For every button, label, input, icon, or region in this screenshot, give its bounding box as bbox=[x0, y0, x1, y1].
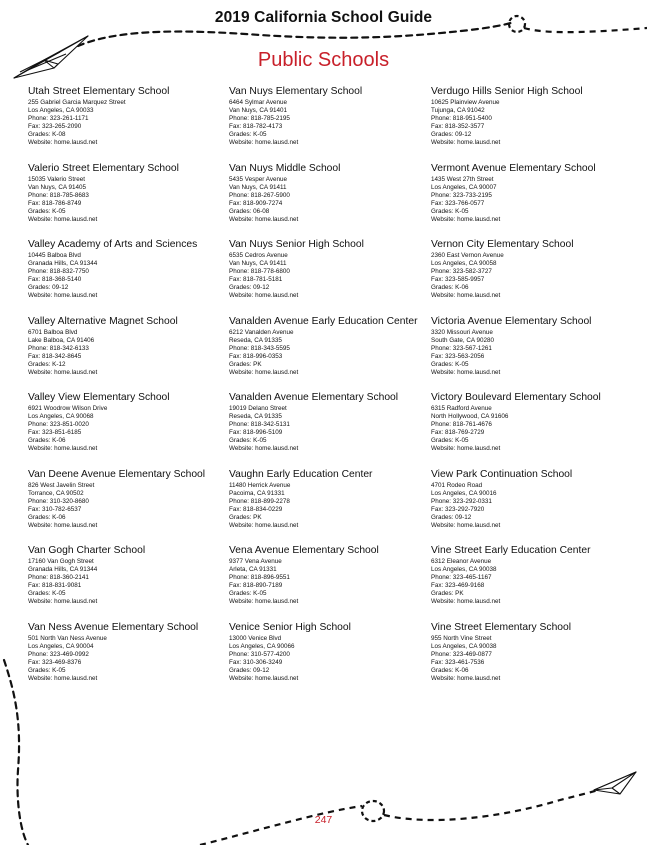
school-phone: Phone: 818-832-7750 bbox=[28, 268, 89, 276]
school-phone: Phone: 818-267-5900 bbox=[229, 191, 290, 199]
school-city: Tujunga, CA 91042 bbox=[431, 107, 485, 115]
school-website: Website: home.lausd.net bbox=[28, 215, 98, 223]
school-name: Van Deene Avenue Elementary School bbox=[28, 468, 206, 480]
school-city: Los Angeles, CA 90058 bbox=[431, 260, 497, 268]
school-fax: Fax: 323-585-9957 bbox=[431, 276, 485, 284]
school-name: View Park Continuation School bbox=[431, 468, 573, 480]
school-address: 955 North Vine Street bbox=[431, 634, 492, 642]
school-entry bbox=[431, 392, 631, 469]
school-city: Lake Balboa, CA 91406 bbox=[28, 336, 95, 344]
school-website: Website: home.lausd.net bbox=[28, 292, 98, 300]
school-city: Los Angeles, CA 90066 bbox=[229, 642, 295, 650]
school-phone: Phone: 323-261-1171 bbox=[28, 115, 89, 123]
school-name: Van Nuys Middle School bbox=[229, 162, 341, 174]
school-city: Los Angeles, CA 90038 bbox=[431, 566, 497, 574]
school-phone: Phone: 818-899-2278 bbox=[229, 497, 290, 505]
school-fax: Fax: 818-831-9081 bbox=[28, 582, 82, 590]
school-website: Website: home.lausd.net bbox=[431, 445, 501, 453]
school-name: Vine Street Early Education Center bbox=[431, 545, 591, 556]
school-grades: Grades: 09-12 bbox=[229, 284, 270, 292]
school-entry bbox=[229, 86, 429, 163]
school-address: 13000 Venice Blvd bbox=[229, 634, 282, 642]
school-column bbox=[28, 86, 228, 698]
school-address: 6921 Woodrow Wilson Drive bbox=[28, 405, 108, 412]
school-address: 9377 Vena Avenue bbox=[229, 558, 282, 565]
school-name: Victory Boulevard Elementary School bbox=[431, 392, 601, 403]
section-title: Public Schools bbox=[257, 49, 390, 71]
school-address: 10445 Balboa Blvd bbox=[28, 252, 81, 259]
school-fax: Fax: 323-265-2090 bbox=[28, 123, 82, 131]
school-phone: Phone: 323-567-1261 bbox=[431, 344, 492, 352]
school-fax: Fax: 323-563-2056 bbox=[431, 352, 485, 360]
school-city: Los Angeles, CA 90007 bbox=[431, 183, 497, 191]
school-address: 15035 Valerio Street bbox=[28, 175, 85, 183]
school-city: Van Nuys, CA 91405 bbox=[28, 183, 86, 191]
guide-title: 2019 California School Guide bbox=[214, 9, 433, 26]
school-city: Van Nuys, CA 91411 bbox=[229, 260, 287, 268]
school-entry bbox=[229, 545, 429, 622]
school-city: North Hollywood, CA 91606 bbox=[431, 413, 509, 421]
school-phone: Phone: 323-469-0992 bbox=[28, 650, 89, 658]
school-address: 19019 Delano Street bbox=[229, 405, 287, 412]
school-entry bbox=[229, 392, 429, 469]
school-website: Website: home.lausd.net bbox=[431, 215, 501, 223]
school-website: Website: home.lausd.net bbox=[431, 292, 501, 300]
school-website: Website: home.lausd.net bbox=[229, 368, 299, 376]
school-entry bbox=[28, 316, 228, 393]
school-address: 6535 Cedros Avenue bbox=[229, 252, 288, 259]
school-grades: Grades: K-12 bbox=[28, 360, 66, 368]
school-fax: Fax: 818-352-3577 bbox=[431, 123, 485, 131]
school-address: 255 Gabriel Garcia Marquez Street bbox=[28, 99, 126, 106]
school-address: 10625 Plainview Avenue bbox=[431, 99, 500, 106]
school-name: Van Nuys Senior High School bbox=[229, 239, 364, 250]
school-fax: Fax: 818-834-0229 bbox=[229, 505, 283, 513]
school-phone: Phone: 818-951-5400 bbox=[431, 115, 492, 123]
school-grades: Grades: K-06 bbox=[28, 437, 66, 445]
school-website: Website: home.lausd.net bbox=[229, 139, 299, 147]
school-website: Website: home.lausd.net bbox=[28, 598, 98, 606]
school-website: Website: home.lausd.net bbox=[431, 139, 501, 147]
school-grades: Grades: K-05 bbox=[28, 666, 66, 674]
school-entry bbox=[28, 239, 228, 316]
school-entry bbox=[229, 163, 429, 240]
school-city: South Gate, CA 90280 bbox=[431, 336, 495, 344]
school-address: 6312 Eleanor Avenue bbox=[431, 558, 492, 565]
school-address: 11480 Herrick Avenue bbox=[229, 481, 291, 489]
school-name: Victoria Avenue Elementary School bbox=[431, 315, 592, 327]
school-entry bbox=[229, 239, 429, 316]
school-name: Vermont Avenue Elementary School bbox=[431, 162, 596, 174]
school-phone: Phone: 818-343-5595 bbox=[229, 344, 290, 352]
school-phone: Phone: 323-292-0331 bbox=[431, 497, 492, 505]
school-name: Utah Street Elementary School bbox=[28, 86, 170, 97]
school-address: 6464 Sylmar Avenue bbox=[229, 99, 287, 106]
school-phone: Phone: 818-342-5131 bbox=[229, 421, 290, 429]
school-address: 1435 West 27th Street bbox=[431, 175, 494, 183]
school-name: Vaughn Early Education Center bbox=[229, 468, 373, 480]
school-address: 5435 Vesper Avenue bbox=[229, 175, 288, 183]
school-grades: Grades: 09-12 bbox=[229, 666, 270, 674]
school-website: Website: home.lausd.net bbox=[229, 445, 299, 453]
school-address: 2360 East Vernon Avenue bbox=[431, 252, 504, 259]
school-entry bbox=[431, 545, 631, 622]
school-phone: Phone: 323-582-3727 bbox=[431, 268, 492, 276]
school-address: 3320 Missouri Avenue bbox=[431, 328, 493, 336]
school-grades: Grades: K-06 bbox=[28, 513, 66, 521]
school-grades: Grades: K-05 bbox=[431, 207, 469, 215]
school-city: Torrance, CA 90502 bbox=[28, 489, 84, 497]
school-fax: Fax: 310-782-6537 bbox=[28, 505, 82, 513]
page-number: 247 bbox=[314, 814, 333, 826]
school-address: 826 West Javelin Street bbox=[28, 481, 95, 489]
school-grades: Grades: K-05 bbox=[229, 131, 267, 139]
school-website: Website: home.lausd.net bbox=[431, 598, 501, 606]
school-phone: Phone: 818-360-2141 bbox=[28, 574, 89, 582]
school-fax: Fax: 818-996-0353 bbox=[229, 352, 283, 360]
school-website: Website: home.lausd.net bbox=[431, 368, 501, 376]
school-entry bbox=[229, 622, 429, 699]
school-grades: Grades: 09-12 bbox=[431, 513, 472, 521]
school-entry bbox=[229, 316, 429, 393]
school-entry bbox=[28, 622, 228, 699]
school-name: Vanalden Avenue Elementary School bbox=[229, 392, 399, 403]
school-fax: Fax: 323-851-6185 bbox=[28, 429, 82, 437]
school-grades: Grades: K-05 bbox=[28, 207, 66, 215]
school-name: Vanalden Avenue Early Education Center bbox=[229, 315, 418, 327]
school-entry bbox=[431, 316, 631, 393]
school-grades: Grades: K-05 bbox=[431, 437, 469, 445]
school-website: Website: home.lausd.net bbox=[229, 215, 299, 223]
school-name: Van Gogh Charter School bbox=[28, 545, 146, 556]
school-fax: Fax: 310-306-3249 bbox=[229, 658, 283, 666]
school-city: Van Nuys, CA 91401 bbox=[229, 107, 287, 115]
school-phone: Phone: 818-785-2195 bbox=[229, 115, 290, 123]
school-address: 501 North Van Ness Avenue bbox=[28, 634, 107, 642]
school-grades: Grades: K-05 bbox=[28, 590, 66, 598]
school-fax: Fax: 323-292-7920 bbox=[431, 505, 485, 513]
school-entry bbox=[28, 545, 228, 622]
school-entry bbox=[431, 86, 631, 163]
school-entry bbox=[431, 469, 631, 546]
school-name: Valerio Street Elementary School bbox=[28, 162, 179, 174]
school-grades: Grades: PK bbox=[229, 360, 262, 368]
school-city: Reseda, CA 91335 bbox=[229, 413, 282, 421]
school-city: Pacoima, CA 91331 bbox=[229, 489, 285, 497]
school-website: Website: home.lausd.net bbox=[28, 368, 98, 376]
school-address: 6701 Balboa Blvd bbox=[28, 328, 78, 336]
school-phone: Phone: 310-577-4200 bbox=[229, 650, 290, 658]
school-fax: Fax: 818-782-4173 bbox=[229, 123, 283, 131]
school-city: Arleta, CA 91331 bbox=[229, 566, 277, 574]
school-name: Vine Street Elementary School bbox=[431, 621, 572, 633]
school-phone: Phone: 818-896-9551 bbox=[229, 574, 290, 582]
school-website: Website: home.lausd.net bbox=[28, 445, 98, 453]
school-column bbox=[431, 86, 631, 698]
school-entry bbox=[431, 163, 631, 240]
school-name: Valley Academy of Arts and Sciences bbox=[28, 239, 198, 250]
school-entry bbox=[431, 239, 631, 316]
school-fax: Fax: 818-786-8749 bbox=[28, 199, 82, 207]
school-fax: Fax: 818-909-7274 bbox=[229, 199, 283, 207]
school-name: Van Nuys Elementary School bbox=[229, 86, 363, 97]
school-entry bbox=[431, 622, 631, 699]
school-city: Los Angeles, CA 90033 bbox=[28, 107, 94, 115]
school-fax: Fax: 818-342-8645 bbox=[28, 352, 82, 360]
school-entry bbox=[28, 86, 228, 163]
school-website: Website: home.lausd.net bbox=[28, 674, 98, 682]
school-city: Granada Hills, CA 91344 bbox=[28, 566, 98, 574]
school-city: Los Angeles, CA 90038 bbox=[431, 642, 497, 650]
school-grades: Grades: PK bbox=[431, 590, 464, 598]
school-grades: Grades: 09-12 bbox=[431, 131, 472, 139]
school-column bbox=[229, 86, 429, 698]
school-entry bbox=[28, 163, 228, 240]
school-city: Los Angeles, CA 90068 bbox=[28, 413, 94, 421]
school-name: Verdugo Hills Senior High School bbox=[431, 86, 583, 97]
school-grades: Grades: PK bbox=[229, 513, 262, 521]
school-phone: Phone: 323-465-1167 bbox=[431, 574, 492, 582]
school-grades: Grades: K-05 bbox=[431, 360, 469, 368]
school-grades: Grades: 09-12 bbox=[28, 284, 69, 292]
school-website: Website: home.lausd.net bbox=[431, 674, 501, 682]
school-entry bbox=[229, 469, 429, 546]
school-city: Reseda, CA 91335 bbox=[229, 336, 282, 344]
school-name: Venice Senior High School bbox=[229, 621, 351, 633]
school-name: Valley Alternative Magnet School bbox=[28, 315, 178, 327]
school-phone: Phone: 323-733-2195 bbox=[431, 191, 492, 199]
school-name: Vernon City Elementary School bbox=[431, 239, 574, 250]
school-name: Vena Avenue Elementary School bbox=[229, 545, 379, 556]
school-address: 6315 Radford Avenue bbox=[431, 405, 492, 412]
school-phone: Phone: 323-851-0020 bbox=[28, 421, 89, 429]
school-grades: Grades: K-05 bbox=[229, 437, 267, 445]
school-phone: Phone: 818-342-6133 bbox=[28, 344, 89, 352]
school-city: Van Nuys, CA 91411 bbox=[229, 183, 287, 191]
school-fax: Fax: 323-469-9168 bbox=[431, 582, 485, 590]
school-fax: Fax: 323-766-0577 bbox=[431, 199, 485, 207]
school-entry bbox=[28, 392, 228, 469]
school-address: 17160 Van Gogh Street bbox=[28, 558, 94, 565]
school-fax: Fax: 323-469-8376 bbox=[28, 658, 82, 666]
school-phone: Phone: 323-469-0877 bbox=[431, 650, 492, 658]
school-phone: Phone: 818-761-4676 bbox=[431, 421, 492, 429]
school-fax: Fax: 818-996-5109 bbox=[229, 429, 283, 437]
school-city: Granada Hills, CA 91344 bbox=[28, 260, 98, 268]
school-website: Website: home.lausd.net bbox=[28, 139, 98, 147]
school-name: Valley View Elementary School bbox=[28, 392, 170, 403]
school-address: 6212 Vanalden Avenue bbox=[229, 328, 294, 336]
school-website: Website: home.lausd.net bbox=[229, 521, 299, 529]
school-address: 4701 Rodeo Road bbox=[431, 481, 483, 489]
school-entry bbox=[28, 469, 228, 546]
school-fax: Fax: 818-781-5181 bbox=[229, 276, 283, 284]
school-website: Website: home.lausd.net bbox=[229, 292, 299, 300]
school-phone: Phone: 310-320-8680 bbox=[28, 497, 89, 505]
school-website: Website: home.lausd.net bbox=[229, 674, 299, 682]
school-grades: Grades: K-08 bbox=[28, 131, 66, 139]
school-grades: Grades: K-06 bbox=[431, 666, 469, 674]
school-fax: Fax: 818-368-5140 bbox=[28, 276, 82, 284]
school-grades: Grades: K-05 bbox=[229, 590, 267, 598]
school-phone: Phone: 818-778-6800 bbox=[229, 268, 290, 276]
school-website: Website: home.lausd.net bbox=[28, 521, 98, 529]
school-city: Los Angeles, CA 90016 bbox=[431, 489, 497, 497]
school-grades: Grades: K-06 bbox=[431, 284, 469, 292]
school-phone: Phone: 818-785-8683 bbox=[28, 191, 89, 199]
school-fax: Fax: 323-461-7536 bbox=[431, 658, 485, 666]
school-fax: Fax: 818-890-7189 bbox=[229, 582, 283, 590]
school-city: Los Angeles, CA 90004 bbox=[28, 642, 94, 650]
paper-airplane-small-icon bbox=[594, 772, 636, 794]
school-grades: Grades: 06-08 bbox=[229, 207, 270, 215]
school-website: Website: home.lausd.net bbox=[431, 521, 501, 529]
school-website: Website: home.lausd.net bbox=[229, 598, 299, 606]
school-fax: Fax: 818-769-2729 bbox=[431, 429, 485, 437]
school-name: Van Ness Avenue Elementary School bbox=[28, 621, 199, 633]
